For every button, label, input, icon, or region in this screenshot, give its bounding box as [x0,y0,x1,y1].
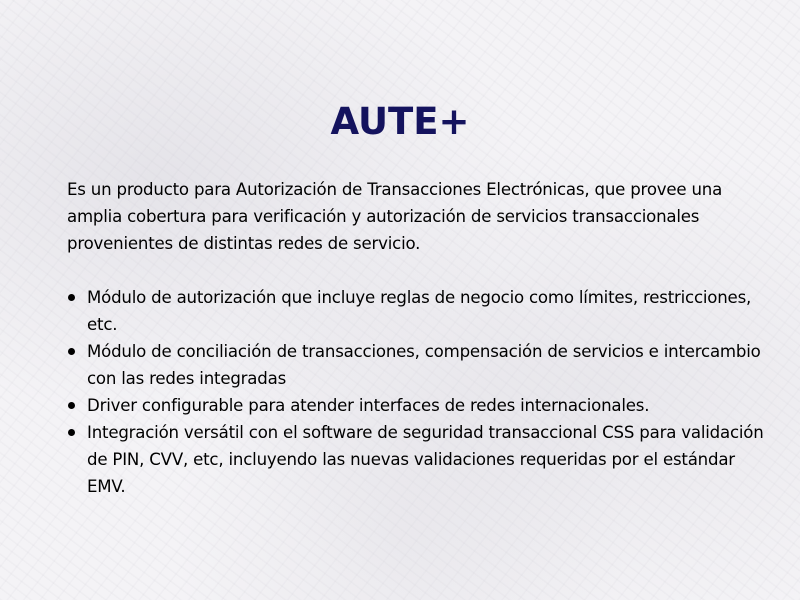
list-item-text: Módulo de autorización que incluye reglas de negocio como límites, restricciones, etc. [87,288,752,334]
bullet-icon [68,402,75,409]
list-item [67,284,767,338]
list-item-text: Driver configurable para atender interfaces de redes internacionales. [87,396,650,415]
list-item [67,392,767,419]
list-item [67,419,767,500]
intro-paragraph: Es un producto para Autorización de Transacciones Electrónicas, que provee una amplia cobertura para verificación y autorización de servicios transaccionales provenientes de distintas redes de servicio. [67,180,723,253]
list-item-text: Integración versátil con el software de seguridad transaccional CSS para validación de PIN, CVV, etc, incluyendo las nuevas validaciones requeridas por el estándar EMV. [87,423,764,496]
feature-list [67,284,767,500]
bullet-icon [68,348,75,355]
bullet-icon [68,294,75,301]
list-item-text: Módulo de conciliación de transacciones, compensación de servicios e intercambio con las redes integradas [87,342,761,388]
list-item [67,338,767,392]
slide-title: AUTE+ [330,100,470,143]
bullet-icon [68,429,75,436]
